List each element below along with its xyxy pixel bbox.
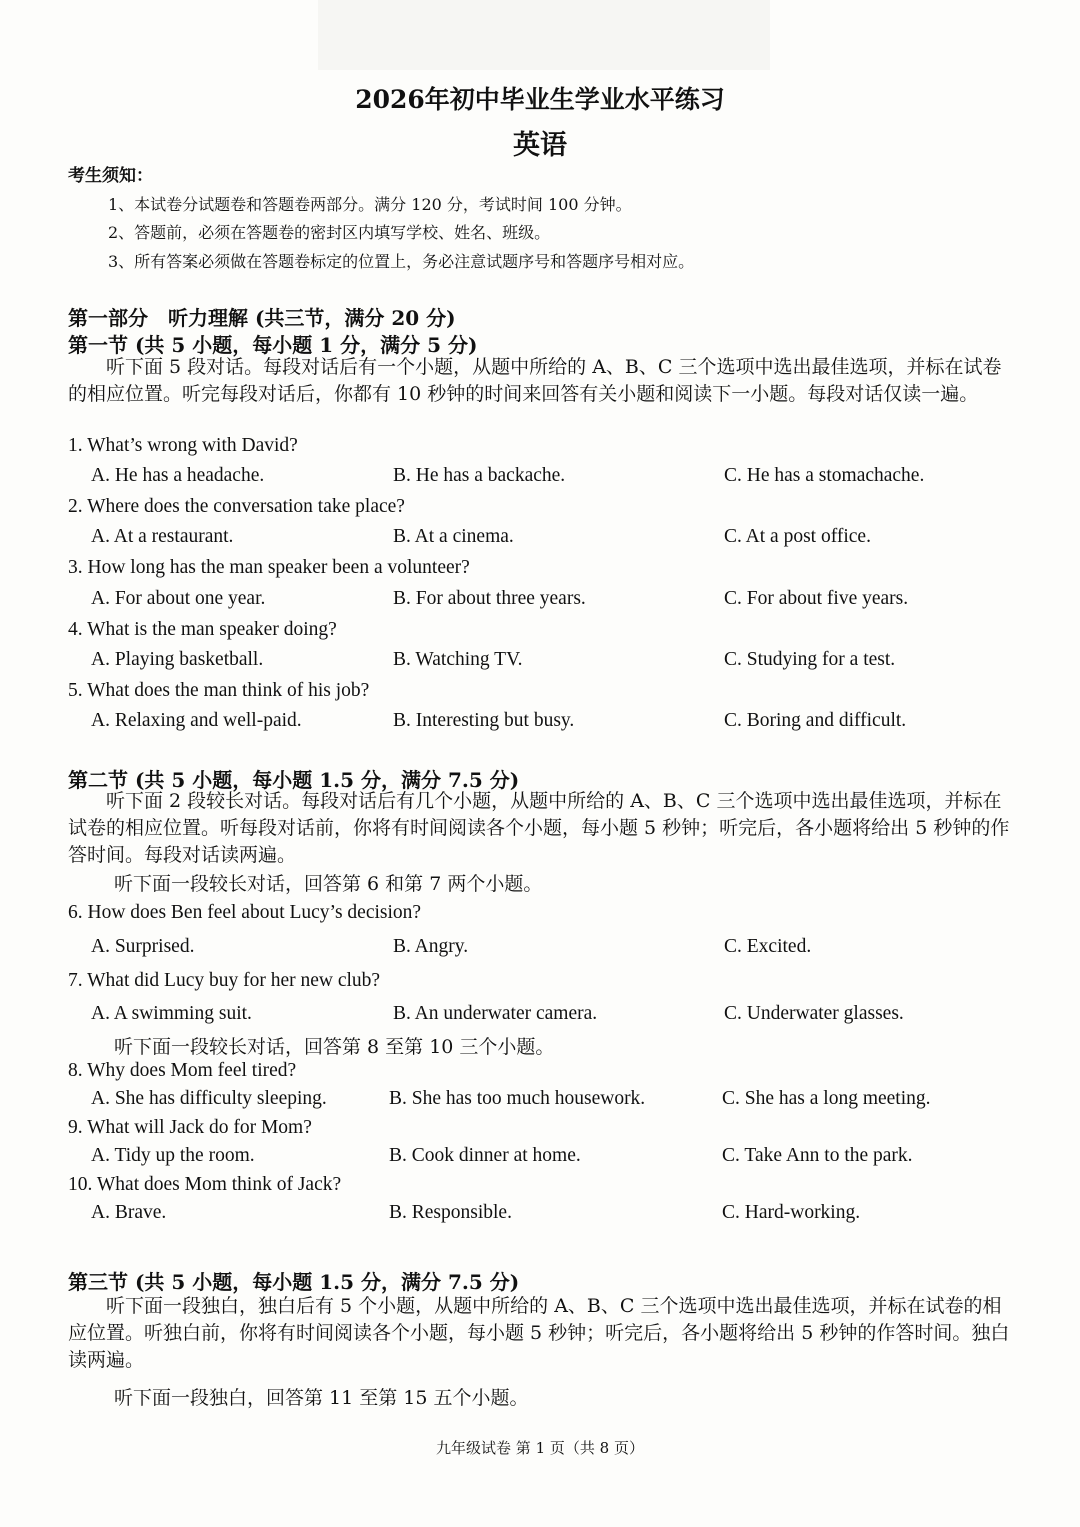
question-7: 7. What did Lucy buy for her new club? [68, 970, 381, 991]
page-footer: 九年级试卷 第 1 页（共 8 页） [436, 1439, 644, 1457]
option-4c: C. Studying for a test. [724, 649, 896, 670]
section2-sub1: 听下面一段较长对话，回答第 6 和第 7 两个小题。 [114, 873, 543, 895]
option-5b: B. Interesting but busy. [393, 710, 575, 731]
option-8b: B. She has too much housework. [389, 1088, 646, 1109]
option-5a: A. Relaxing and well-paid. [91, 710, 302, 731]
notice-heading: 考生须知： [68, 166, 153, 186]
option-8a: A. She has difficulty sleeping. [91, 1088, 327, 1109]
option-8c: C. She has a long meeting. [722, 1088, 931, 1109]
section1-instructions: 听下面 5 段对话。每段对话后有一个小题，从题中所给的 A、B、C 三个选项中选出最佳选项，并标在试卷的相应位置。听完每段对话后，你都有 10 秒钟的时间来回答有关小题和阅读下一小题。每段对话仅读一遍。 [68, 356, 1002, 405]
option-6a: A. Surprised. [91, 936, 195, 957]
question-1: 1. What’s wrong with David? [68, 435, 298, 456]
section2-instructions: 听下面 2 段较长对话。每段对话后有几个小题，从题中所给的 A、B、C 三个选项中选出最佳选项，并标在试卷的相应位置。听每段对话前，你将有时间阅读各个小题，每小题 5 秒钟；听完后，各小题将给出 5 秒钟的作答时间。每段对话读两遍。 [68, 790, 1010, 866]
exam-subject: 英语 [513, 130, 567, 161]
question-6: 6. How does Ben feel about Lucy’s decision? [68, 902, 422, 923]
section2-heading: 第二节 (共 5 小题，每小题 1.5 分，满分 7.5 分) [68, 768, 520, 792]
option-4b: B. Watching TV. [393, 649, 523, 670]
option-7c: C. Underwater glasses. [724, 1003, 904, 1024]
notice-item: 3、所有答案必须做在答题卷标定的位置上，务必注意试题序号和答题序号相对应。 [108, 252, 695, 271]
option-1c: C. He has a stomachache. [724, 465, 925, 486]
option-9a: A. Tidy up the room. [91, 1145, 255, 1166]
notice-item: 2、答题前，必须在答题卷的密封区内填写学校、姓名、班级。 [108, 223, 551, 242]
section1-heading: 第一节 (共 5 小题，每小题 1 分，满分 5 分) [68, 333, 478, 357]
option-10b: B. Responsible. [389, 1202, 512, 1223]
option-7b: B. An underwater camera. [393, 1003, 598, 1024]
option-6b: B. Angry. [393, 936, 469, 957]
part1-heading: 第一部分 听力理解 (共三节，满分 20 分) [68, 306, 456, 330]
question-9: 9. What will Jack do for Mom? [68, 1117, 312, 1138]
option-10c: C. Hard-working. [722, 1202, 861, 1223]
option-4a: A. Playing basketball. [91, 649, 264, 670]
scan-shading [318, 0, 770, 70]
option-7a: A. A swimming suit. [91, 1003, 252, 1024]
option-2c: C. At a post office. [724, 526, 871, 547]
option-3b: B. For about three years. [393, 588, 586, 609]
notice-item: 1、本试卷分试题卷和答题卷两部分。满分 120 分，考试时间 100 分钟。 [108, 195, 632, 214]
section3-heading: 第三节 (共 5 小题，每小题 1.5 分，满分 7.5 分) [68, 1270, 520, 1294]
option-3a: A. For about one year. [91, 588, 266, 609]
option-9c: C. Take Ann to the park. [722, 1145, 913, 1166]
exam-title: 2026年初中毕业生学业水平练习 [355, 85, 725, 114]
section3-instructions: 听下面一段独白，独白后有 5 个小题，从题中所给的 A、B、C 三个选项中选出最佳选项，并标在试卷的相应位置。听独白前，你将有时间阅读各个小题，每小题 5 秒钟；听完后，各小题将给出 5 秒钟的作答时间。独白读两遍。 [68, 1295, 1010, 1371]
question-10: 10. What does Mom think of Jack? [68, 1174, 342, 1195]
option-1b: B. He has a backache. [393, 465, 566, 486]
question-3: 3. How long has the man speaker been a volunteer? [68, 557, 470, 578]
option-6c: C. Excited. [724, 936, 812, 957]
option-3c: C. For about five years. [724, 588, 909, 609]
question-2: 2. Where does the conversation take place? [68, 496, 405, 517]
question-5: 5. What does the man think of his job? [68, 680, 370, 701]
section3-sub1: 听下面一段独白，回答第 11 至第 15 五个小题。 [114, 1387, 529, 1409]
option-10a: A. Brave. [91, 1202, 167, 1223]
option-9b: B. Cook dinner at home. [389, 1145, 581, 1166]
option-2b: B. At a cinema. [393, 526, 514, 547]
question-8: 8. Why does Mom feel tired? [68, 1060, 297, 1081]
option-5c: C. Boring and difficult. [724, 710, 907, 731]
section2-sub2: 听下面一段较长对话，回答第 8 至第 10 三个小题。 [114, 1036, 555, 1058]
option-2a: A. At a restaurant. [91, 526, 234, 547]
option-1a: A. He has a headache. [91, 465, 265, 486]
question-4: 4. What is the man speaker doing? [68, 619, 337, 640]
